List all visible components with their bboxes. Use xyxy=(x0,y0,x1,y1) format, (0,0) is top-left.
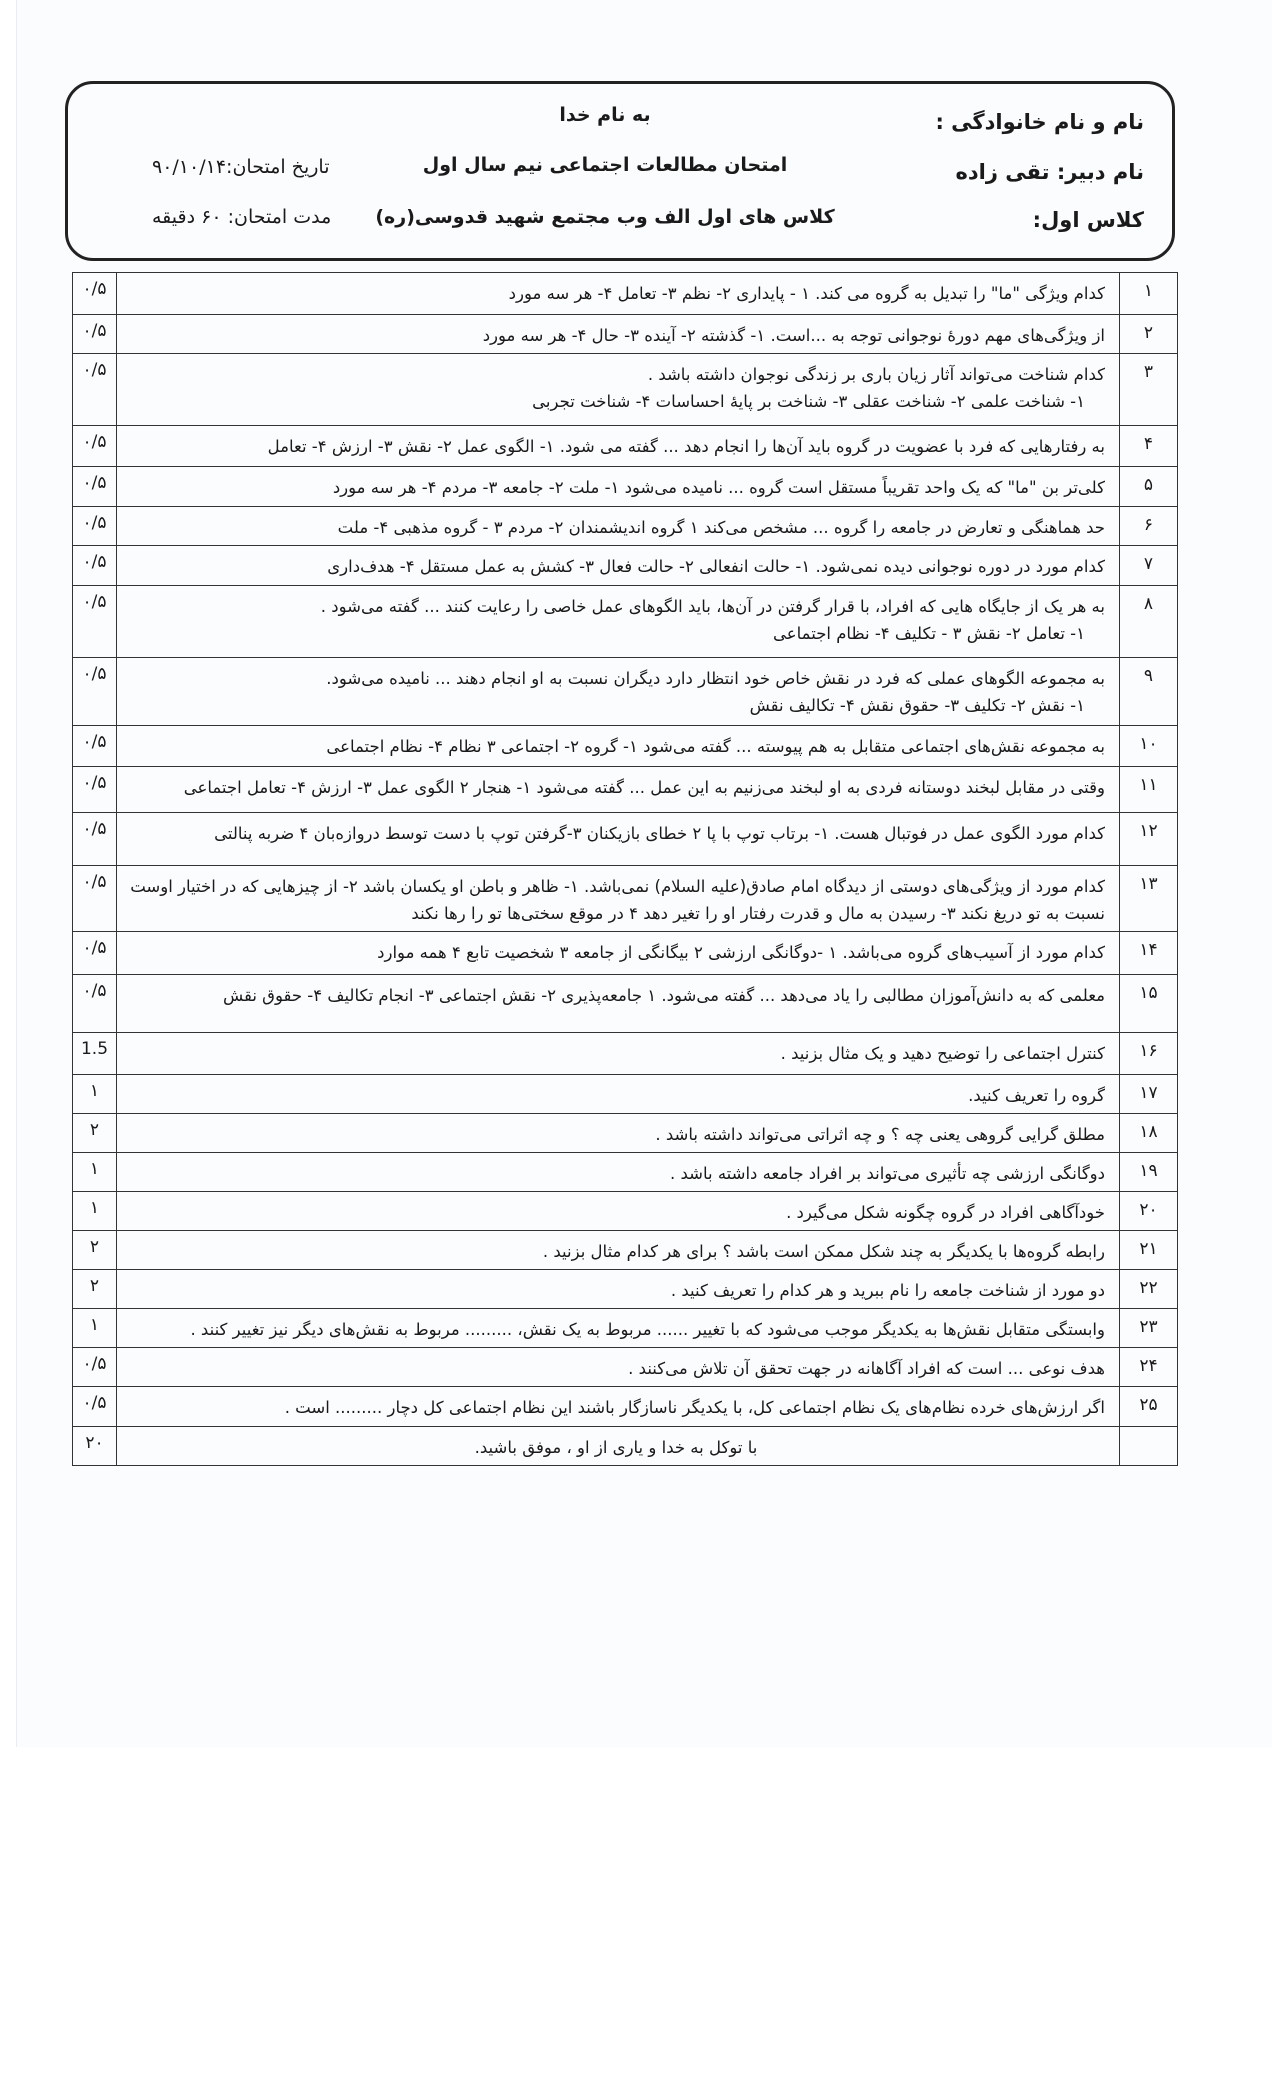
question-row xyxy=(73,813,1178,866)
question-row xyxy=(73,467,1178,507)
question-row xyxy=(73,658,1178,726)
question-row xyxy=(73,546,1178,586)
question-row xyxy=(73,975,1178,1033)
question-number: ۲۴ xyxy=(1120,1348,1178,1387)
question-text-cell xyxy=(117,1114,1120,1153)
question-number: ۱۹ xyxy=(1120,1153,1178,1192)
question-score: ۱ xyxy=(73,1075,117,1114)
question-score: ۰/۵ xyxy=(73,354,117,426)
question-text-cell xyxy=(117,315,1120,354)
question-text: وقتی در مقابل لبخند دوستانه فردی به او لبخند می‌زنیم به این عمل ... گفته می‌شود ۱- هنجار ۲ الگوی عمل ۳- ارزش ۴- تعامل اجتماعی xyxy=(183,778,1105,797)
question-text-cell xyxy=(117,1033,1120,1075)
question-row xyxy=(73,1231,1178,1270)
question-text-cell xyxy=(117,975,1120,1033)
question-row xyxy=(73,1348,1178,1387)
question-number: ۳ xyxy=(1120,354,1178,426)
question-row xyxy=(73,315,1178,354)
student-name-label: نام و نام خانوادگی : xyxy=(935,110,1144,134)
question-number: ۶ xyxy=(1120,507,1178,546)
question-text: به مجموعه نقش‌های اجتماعی متقابل به هم پیوسته ... گفته می‌شود ۱- گروه ۲- اجتماعی ۳ نظام ۴- نظام اجتماعی xyxy=(326,737,1105,756)
question-text: کلی‌تر بن "ما" که یک واحد تقریباً مستقل است گروه ... نامیده می‌شود ۱- ملت ۲- جامعه ۳- مردم ۴- هر سه مورد xyxy=(332,478,1105,497)
question-score: ۲ xyxy=(73,1231,117,1270)
closing-number-cell xyxy=(1120,1427,1178,1466)
question-text-cell xyxy=(117,767,1120,813)
question-text: دوگانگی ارزشی چه تأثیری می‌تواند بر افراد جامعه داشته باشد . xyxy=(669,1164,1105,1183)
question-text: از ویژگی‌های مهم دورهٔ نوجوانی توجه به ...است. ۱- گذشته ۲- آینده ۳- حال ۴- هر سه مورد xyxy=(482,326,1105,345)
question-score: ۰/۵ xyxy=(73,546,117,586)
question-text-cell xyxy=(117,813,1120,866)
question-score: ۰/۵ xyxy=(73,658,117,726)
question-score: ۱ xyxy=(73,1192,117,1231)
question-score: ۰/۵ xyxy=(73,932,117,975)
question-text-cell xyxy=(117,273,1120,315)
question-row xyxy=(73,1114,1178,1153)
question-options: ۱- نقش ۲- تکلیف ۳- حقوق نقش ۴- تکالیف نقش xyxy=(749,696,1085,715)
question-number: ۲ xyxy=(1120,315,1178,354)
question-number: ۲۲ xyxy=(1120,1270,1178,1309)
question-text-cell xyxy=(117,932,1120,975)
question-score: ۰/۵ xyxy=(73,726,117,767)
question-score: ۰/۵ xyxy=(73,586,117,658)
question-text: به رفتارهایی که فرد با عضویت در گروه باید آن‌ها را انجام دهد ... گفته می شود. ۱- الگوی عمل ۲- نقش ۳- ارزش ۴- تعامل xyxy=(267,437,1105,456)
question-text: مطلق گرایی گروهی یعنی چه ؟ و چه اثراتی می‌تواند داشته باشد . xyxy=(655,1125,1105,1144)
question-text-cell xyxy=(117,586,1120,658)
question-text-cell xyxy=(117,658,1120,726)
question-score: ۰/۵ xyxy=(73,467,117,507)
question-row xyxy=(73,1075,1178,1114)
question-text-cell xyxy=(117,467,1120,507)
question-text: وابستگی متقابل نقش‌ها به یکدیگر موجب می‌شود که با تغییر ...... مربوط به یک نقش، ......... مربوط به نقش‌های دیگر نیز تغییر کنند . xyxy=(190,1320,1105,1339)
bismillah-heading: به نام خدا xyxy=(559,104,651,126)
question-row xyxy=(73,426,1178,467)
question-row xyxy=(73,1192,1178,1231)
question-row xyxy=(73,273,1178,315)
question-row xyxy=(73,1033,1178,1075)
questions-table xyxy=(72,272,1178,1466)
exam-duration: مدت امتحان: ۶۰ دقیقه xyxy=(152,206,332,228)
question-number: ۲۳ xyxy=(1120,1309,1178,1348)
question-number: ۱۵ xyxy=(1120,975,1178,1033)
closing-row xyxy=(73,1427,1178,1466)
question-number: ۲۱ xyxy=(1120,1231,1178,1270)
question-text-continued: نسبت به تو دریغ نکند ۳- رسیدن به مال و قدرت رفتار او را تغیر دهد ۴ در موقع سختی‌ها تو را رها نکند xyxy=(411,904,1105,923)
question-number: ۱۱ xyxy=(1120,767,1178,813)
question-score: ۰/۵ xyxy=(73,866,117,932)
question-text: کدام شناخت می‌تواند آثار زیان باری بر زندگی نوجوان داشته باشد . xyxy=(647,365,1105,384)
question-options: ۱- تعامل ۲- نقش ۳ - تکلیف ۴- نظام اجتماعی xyxy=(773,624,1085,643)
question-text-cell xyxy=(117,1075,1120,1114)
question-number: ۱۷ xyxy=(1120,1075,1178,1114)
question-number: ۱۴ xyxy=(1120,932,1178,975)
question-score: ۰/۵ xyxy=(73,975,117,1033)
question-text: گروه را تعریف کنید. xyxy=(968,1086,1105,1105)
question-number: ۲۰ xyxy=(1120,1192,1178,1231)
teacher-name: نام دبیر: تقی زاده xyxy=(955,160,1144,184)
question-row xyxy=(73,1387,1178,1427)
question-number: ۱۲ xyxy=(1120,813,1178,866)
closing-message: با توکل به خدا و یاری از او ، موفق باشید. xyxy=(117,1427,1120,1466)
question-text-cell xyxy=(117,726,1120,767)
class-label: کلاس اول: xyxy=(1032,208,1144,232)
question-score: ۰/۵ xyxy=(73,813,117,866)
question-text-cell xyxy=(117,1270,1120,1309)
question-text-cell xyxy=(117,866,1120,932)
question-row xyxy=(73,1270,1178,1309)
question-score: 1.5 xyxy=(73,1033,117,1075)
question-options: ۱- شناخت علمی ۲- شناخت عقلی ۳- شناخت بر پایهٔ احساسات ۴- شناخت تجربی xyxy=(532,392,1085,411)
question-text: معلمی که به دانش‌آموزان مطالبی را یاد می‌دهد ... گفته می‌شود. ۱ جامعه‌پذیری ۲- نقش اجتماعی ۳- انجام تکالیف ۴- حقوق نقش xyxy=(222,986,1105,1005)
school-name: کلاس های اول الف وب مجتمع شهید قدوسی(ره) xyxy=(375,206,835,228)
question-row xyxy=(73,1153,1178,1192)
question-text: دو مورد از شناخت جامعه را نام ببرید و هر کدام را تعریف کنید . xyxy=(670,1281,1105,1300)
question-score: ۰/۵ xyxy=(73,507,117,546)
question-row xyxy=(73,586,1178,658)
question-score: ۰/۵ xyxy=(73,1387,117,1427)
question-text: اگر ارزش‌های خرده نظام‌های یک نظام اجتماعی کل، با یکدیگر ناسازگار باشند این نظام اجتماعی کل دچار ......... است . xyxy=(284,1398,1105,1417)
question-text: هدف نوعی ... است که افراد آگاهانه در جهت تحقق آن تلاش می‌کنند . xyxy=(628,1359,1105,1378)
question-score: ۲ xyxy=(73,1270,117,1309)
question-number: ۱۰ xyxy=(1120,726,1178,767)
question-text-cell xyxy=(117,546,1120,586)
question-text: به هر یک از جایگاه هایی که افراد، با قرار گرفتن در آن‌ها، باید الگوهای عمل خاصی را رعایت کنند ... گفته می‌شود . xyxy=(320,597,1105,616)
question-text-cell xyxy=(117,1309,1120,1348)
question-row xyxy=(73,932,1178,975)
question-text-cell xyxy=(117,354,1120,426)
question-text: کدام مورد از آسیب‌های گروه می‌باشد. ۱ -دوگانگی ارزشی ۲ بیگانگی از جامعه ۳ شخصیت تابع ۴ همه موارد xyxy=(377,943,1105,962)
question-score: ۱ xyxy=(73,1153,117,1192)
question-row xyxy=(73,726,1178,767)
question-text: کدام ویژگی "ما" را تبدیل به گروه می کند. ۱ - پایداری ۲- نظم ۳- تعامل ۴- هر سه مورد xyxy=(508,284,1105,303)
question-text: کدام مورد از ویژگی‌های دوستی از دیدگاه امام صادق(علیه السلام) نمی‌باشد. ۱- ظاهر و باطن او یکسان باشد ۲- از چیزهایی که در اختیار اوست xyxy=(130,877,1105,896)
question-number: ۱۸ xyxy=(1120,1114,1178,1153)
question-row xyxy=(73,1309,1178,1348)
question-text: کدام مورد در دوره نوجوانی دیده نمی‌شود. ۱- حالت انفعالی ۲- حالت فعال ۳- کشش به عمل مستقل ۴- هدف‌داری xyxy=(327,557,1105,576)
question-row xyxy=(73,866,1178,932)
exam-date: تاریخ امتحان:۹۰/۱۰/۱۴ xyxy=(152,156,330,178)
question-text: رابطه گروه‌ها با یکدیگر به چند شکل ممکن است باشد ؟ برای هر کدام مثال بزنید . xyxy=(542,1242,1105,1261)
question-row xyxy=(73,507,1178,546)
question-number: ۴ xyxy=(1120,426,1178,467)
question-text: به مجموعه الگوهای عملی که فرد در نقش خاص خود انتظار دارد دیگران نسبت به او انجام دهند ... نامیده می‌شود. xyxy=(326,669,1105,688)
question-number: ۱ xyxy=(1120,273,1178,315)
question-number: ۱۳ xyxy=(1120,866,1178,932)
question-number: ۹ xyxy=(1120,658,1178,726)
question-number: ۷ xyxy=(1120,546,1178,586)
question-row xyxy=(73,767,1178,813)
question-score: ۱ xyxy=(73,1309,117,1348)
question-score: ۰/۵ xyxy=(73,315,117,354)
total-score: ۲۰ xyxy=(73,1427,117,1466)
question-text: حد هماهنگی و تعارض در جامعه را گروه ... مشخص می‌کند ۱ گروه اندیشمندان ۲- مردم ۳ - گروه مذهبی ۴- ملت xyxy=(337,518,1105,537)
question-score: ۲ xyxy=(73,1114,117,1153)
question-score: ۰/۵ xyxy=(73,426,117,467)
question-text: کدام مورد الگوی عمل در فوتبال هست. ۱- برتاب توپ با پا ۲ خطای بازیکنان ۳-گرفتن توپ با دست توسط دروازه‌بان ۴ ضربه پنالتی xyxy=(214,824,1105,843)
question-score: ۰/۵ xyxy=(73,1348,117,1387)
question-text-cell xyxy=(117,1348,1120,1387)
question-score: ۰/۵ xyxy=(73,767,117,813)
question-text-cell xyxy=(117,426,1120,467)
question-text-cell xyxy=(117,507,1120,546)
question-text-cell xyxy=(117,1153,1120,1192)
question-number: ۸ xyxy=(1120,586,1178,658)
question-text-cell xyxy=(117,1387,1120,1427)
question-text: خودآگاهی افراد در گروه چگونه شکل می‌گیرد . xyxy=(786,1203,1105,1222)
question-number: ۲۵ xyxy=(1120,1387,1178,1427)
question-number: ۱۶ xyxy=(1120,1033,1178,1075)
question-row xyxy=(73,354,1178,426)
question-score: ۰/۵ xyxy=(73,273,117,315)
question-text-cell xyxy=(117,1231,1120,1270)
exam-title: امتحان مطالعات اجتماعی نیم سال اول xyxy=(422,154,788,176)
question-number: ۵ xyxy=(1120,467,1178,507)
question-text: کنترل اجتماعی را توضیح دهید و یک مثال بزنید . xyxy=(780,1044,1105,1063)
question-text-cell xyxy=(117,1192,1120,1231)
exam-header xyxy=(65,81,1175,261)
